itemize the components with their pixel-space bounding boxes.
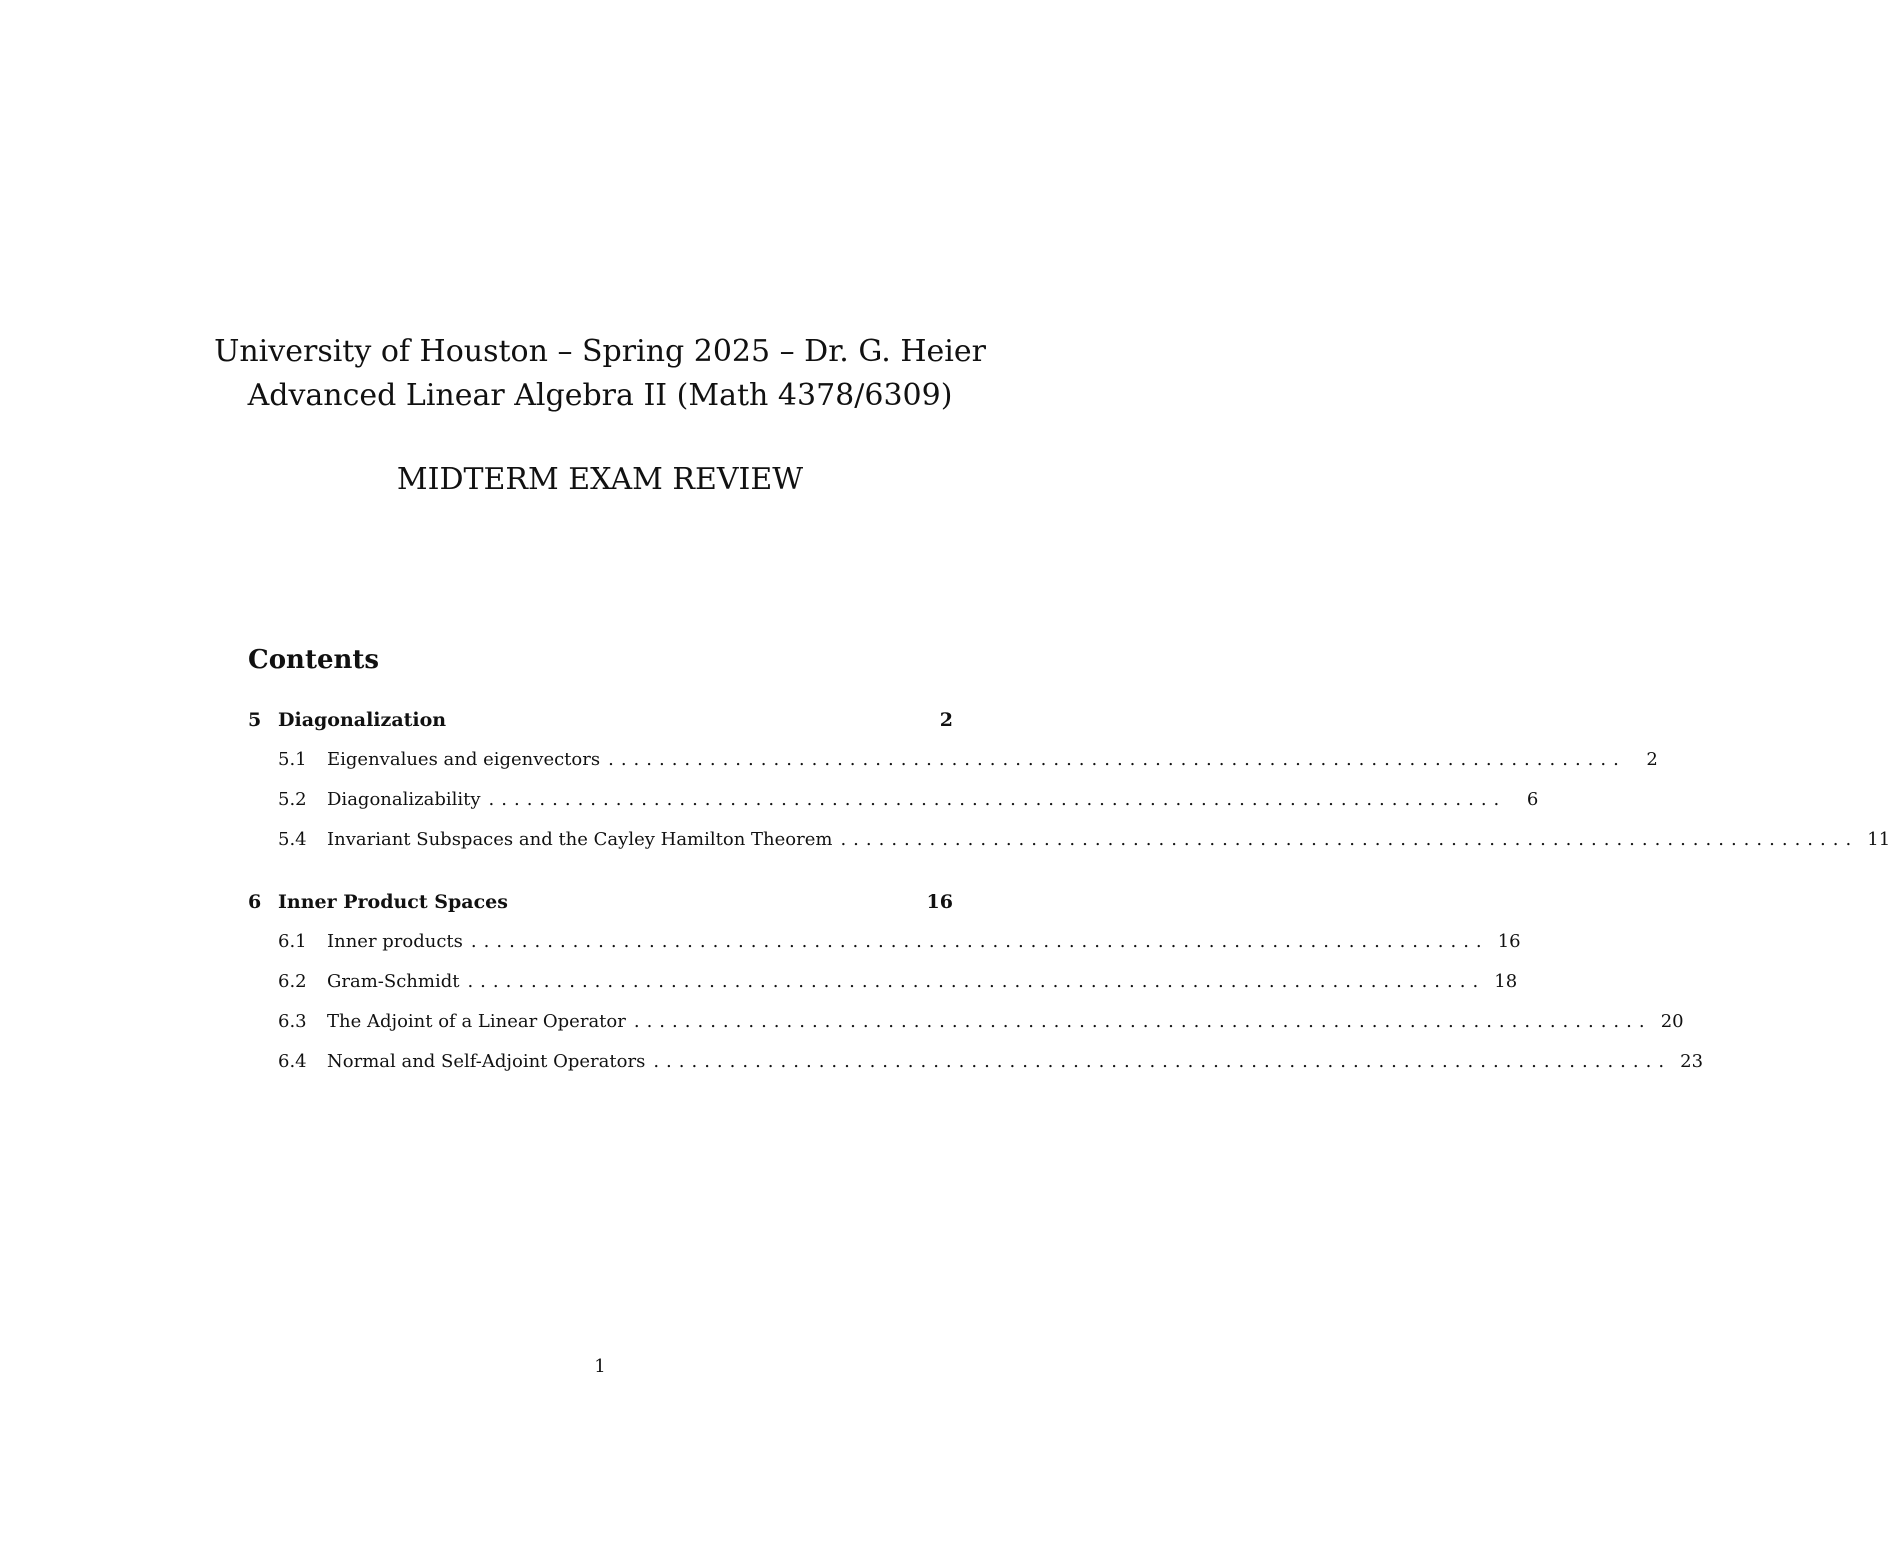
toc-entry-page: 16 <box>1497 931 1521 952</box>
toc-section-number: 5 <box>248 709 262 731</box>
toc-section-inner-product-spaces[interactable] <box>248 882 953 922</box>
toc-entry-title: The Adjoint of a Linear Operator <box>327 1011 626 1032</box>
toc-entry-title: Invariant Subspaces and the Cayley Hamilton Theorem <box>327 829 833 850</box>
toc-entry-eigenvalues[interactable] <box>278 740 1658 780</box>
toc-entry-title: Diagonalizability <box>327 789 481 810</box>
toc-entry-number: 6.3 <box>278 1011 307 1032</box>
course-header-line: University of Houston – Spring 2025 – Dr. G. Heier <box>214 334 986 369</box>
toc-leader-dots: ................................................................................ <box>633 1011 1652 1032</box>
toc-section-diagonalization[interactable] <box>248 700 953 740</box>
toc-entry-inner-products[interactable] <box>278 922 1521 962</box>
toc-entry-gram-schmidt[interactable] <box>278 962 1518 1002</box>
toc-section-title: Inner Product Spaces <box>278 891 508 913</box>
toc-section-page: 16 <box>926 891 953 913</box>
toc-entry-number: 5.4 <box>278 829 307 850</box>
title-block <box>0 330 1200 418</box>
contents-heading: Contents <box>248 645 380 675</box>
toc-entry-page: 23 <box>1680 1051 1704 1072</box>
toc-section-page: 2 <box>939 709 953 731</box>
toc-entry-title: Gram-Schmidt <box>327 971 460 992</box>
toc-entry-diagonalizability[interactable] <box>278 780 1539 820</box>
toc-section-gap <box>248 860 953 882</box>
toc-entry-page: 20 <box>1660 1011 1684 1032</box>
toc-entry-page: 18 <box>1494 971 1518 992</box>
course-title-line: Advanced Linear Algebra II (Math 4378/6309) <box>247 378 953 413</box>
toc-leader-dots: ................................................................................ <box>608 749 1626 770</box>
toc-entry-invariant-subspaces[interactable] <box>278 820 1890 860</box>
toc-entry-number: 5.1 <box>278 749 307 770</box>
page-number: 1 <box>594 1356 606 1377</box>
toc-entry-page: 2 <box>1646 749 1658 770</box>
toc-entry-number: 6.2 <box>278 971 307 992</box>
toc-entry-title: Eigenvalues and eigenvectors <box>327 749 601 770</box>
toc-entry-number: 6.1 <box>278 931 307 952</box>
toc-entry-page: 6 <box>1526 789 1539 810</box>
toc-leader-dots: ................................................................................ <box>653 1051 1672 1072</box>
toc-section-title: Diagonalization <box>278 709 447 731</box>
toc-entry-normal-self-adjoint[interactable] <box>278 1042 1704 1082</box>
toc-entry-title: Inner products <box>327 931 463 952</box>
toc-entry-page: 11 <box>1867 829 1890 850</box>
toc-leader-dots: ................................................................................ <box>840 829 1859 850</box>
table-of-contents <box>248 700 1890 1082</box>
toc-entry-adjoint[interactable] <box>278 1002 1684 1042</box>
toc-entry-number: 6.4 <box>278 1051 307 1072</box>
toc-entry-title: Normal and Self-Adjoint Operators <box>327 1051 646 1072</box>
toc-entry-number: 5.2 <box>278 789 307 810</box>
toc-leader-dots: ................................................................................ <box>488 789 1507 810</box>
toc-section-number: 6 <box>248 891 262 913</box>
toc-leader-dots: ................................................................................ <box>470 931 1489 952</box>
exam-title: MIDTERM EXAM REVIEW <box>396 462 804 497</box>
toc-leader-dots: ................................................................................ <box>467 971 1486 992</box>
